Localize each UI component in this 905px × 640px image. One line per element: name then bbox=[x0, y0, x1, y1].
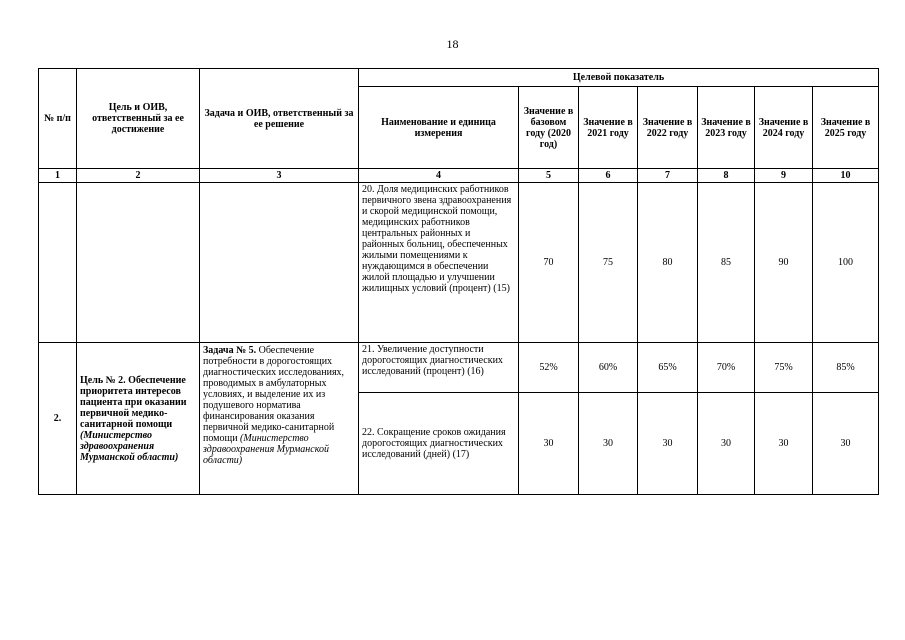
header-col-2025: Значение в 2025 году bbox=[813, 87, 879, 169]
goal-2-ministry: (Министерство здравоохранения Мурманской области) bbox=[80, 429, 179, 463]
target-indicators-table bbox=[38, 68, 879, 495]
header-col-num: № п/п bbox=[39, 69, 77, 169]
header-col-2023: Значение в 2023 году bbox=[698, 87, 755, 169]
indicator-21-name: 21. Увеличение доступности дорогостоящих диагностических исследований (процент) (16) bbox=[359, 343, 519, 393]
indicator-22-2023: 30 bbox=[698, 393, 755, 495]
indicator-22-base: 30 bbox=[519, 393, 579, 495]
col-number: 6 bbox=[579, 169, 638, 183]
empty-cell bbox=[77, 183, 200, 343]
task-5-ministry: (Министерство здравоохранения Мурманской области) bbox=[203, 433, 330, 466]
header-col-goal: Цель и ОИВ, ответственный за ее достижение bbox=[77, 69, 200, 169]
header-col-2022: Значение в 2022 году bbox=[638, 87, 698, 169]
indicator-20-2025: 100 bbox=[813, 183, 879, 343]
indicator-22-2024: 30 bbox=[755, 393, 813, 495]
indicator-20-2021: 75 bbox=[579, 183, 638, 343]
col-number: 4 bbox=[359, 169, 519, 183]
col-number: 3 bbox=[200, 169, 359, 183]
indicator-21-2024: 75% bbox=[755, 343, 813, 393]
indicator-21-2023: 70% bbox=[698, 343, 755, 393]
col-number: 1 bbox=[39, 169, 77, 183]
goal-2-title: Цель № 2. Обеспечение приоритета интересов пациента при оказании первичной медико-санитарной помощи bbox=[80, 374, 187, 430]
task-5-cell bbox=[200, 343, 359, 495]
page-number: 18 bbox=[446, 37, 459, 51]
col-number: 9 bbox=[755, 169, 813, 183]
header-target-indicator: Целевой показатель bbox=[359, 69, 879, 87]
indicator-22-name: 22. Сокращение сроков ожидания дорогостоящих диагностических исследований (дней) (17) bbox=[359, 393, 519, 495]
goal-2-number: 2. bbox=[39, 343, 77, 495]
indicator-20-2023: 85 bbox=[698, 183, 755, 343]
table-row-indicator-21 bbox=[39, 343, 879, 393]
indicator-20-name: 20. Доля медицинских работников первичного звена здравоохранения и скорой медицинской помощи, медицинских работников центральных районных и районных больниц, обеспеченных жилыми помещениями к нуждающимся в обеспечении жилой площадью и улучшении жилищных условий (процент) (15) bbox=[359, 183, 519, 343]
empty-cell bbox=[200, 183, 359, 343]
indicator-22-2021: 30 bbox=[579, 393, 638, 495]
indicator-20-2022: 80 bbox=[638, 183, 698, 343]
goal-2-cell bbox=[77, 343, 200, 495]
indicator-20-base: 70 bbox=[519, 183, 579, 343]
header-col-base: Значение в базовом году (2020 год) bbox=[519, 87, 579, 169]
col-number: 7 bbox=[638, 169, 698, 183]
empty-cell bbox=[39, 183, 77, 343]
task-5-label: Задача № 5. bbox=[203, 345, 257, 356]
numbering-row bbox=[39, 169, 879, 183]
header-col-name: Наименование и единица измерения bbox=[359, 87, 519, 169]
indicator-20-2024: 90 bbox=[755, 183, 813, 343]
indicator-22-2025: 30 bbox=[813, 393, 879, 495]
indicator-21-base: 52% bbox=[519, 343, 579, 393]
col-number: 2 bbox=[77, 169, 200, 183]
table-row-indicator-20 bbox=[39, 183, 879, 343]
col-number: 10 bbox=[813, 169, 879, 183]
col-number: 5 bbox=[519, 169, 579, 183]
header-col-2021: Значение в 2021 году bbox=[579, 87, 638, 169]
indicator-21-2021: 60% bbox=[579, 343, 638, 393]
indicator-21-2022: 65% bbox=[638, 343, 698, 393]
indicator-22-2022: 30 bbox=[638, 393, 698, 495]
header-row-1 bbox=[39, 69, 879, 87]
header-col-task: Задача и ОИВ, ответственный за ее решение bbox=[200, 69, 359, 169]
header-col-2024: Значение в 2024 году bbox=[755, 87, 813, 169]
task-5-text: Обеспечение потребности в дорогостоящих диагностических исследованиях, проводимых в амбулаторных условиях, и выделение их из подушевого норматива финансирования оказания первичной медико-санитарной помощи bbox=[203, 345, 345, 444]
indicator-21-2025: 85% bbox=[813, 343, 879, 393]
col-number: 8 bbox=[698, 169, 755, 183]
